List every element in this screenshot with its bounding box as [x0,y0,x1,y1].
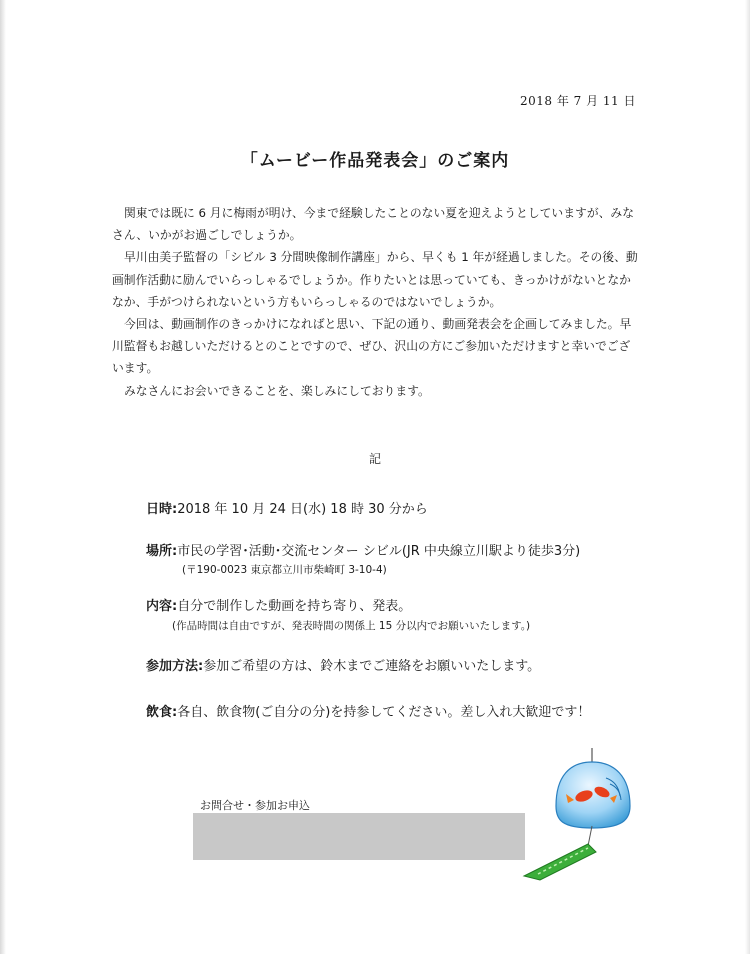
document-title: 「ムービー作品発表会」のご案内 [240,151,510,171]
page-edge-shadow-right [745,0,750,954]
detail-content-value: 自分で制作した動画を持ち寄り、発表。 [177,599,412,614]
detail-datetime-value: 2018 年 10 月 24 日(水) 18 時 30 分から [177,502,428,517]
detail-food-label: 飲食: [146,705,178,720]
detail-content [146,595,411,614]
detail-food [146,701,590,720]
contact-redacted-box [193,813,525,860]
detail-content-note: (作品時間は自由ですが、発表時間の関係上 15 分以内でお願いいたします。) [172,620,531,632]
ki-heading: 記 [368,452,381,466]
detail-datetime [146,498,428,517]
detail-food-value: 各自、飲食物(ご自分の分)を持参してください。差し入れ大歓迎です！ [177,705,591,720]
detail-place-value: 市民の学習･活動･交流センター シビル(JR 中央線立川駅より徒歩3分) [177,544,581,559]
detail-place-address: (〒190-0023 東京都立川市柴崎町 3-10-4) [182,564,387,576]
detail-place-label: 場所: [146,544,178,559]
detail-participation-label: 参加方法: [146,659,204,674]
detail-datetime-label: 日時: [146,502,178,517]
paragraph-greeting: 関東では既に 6 月に梅雨が明け、今まで経験したことのない夏を迎えようとしていますが、みなさん、いかがお過ごしでしょうか。 [112,206,635,243]
wind-chime-icon [518,748,638,888]
page-edge-shadow [0,0,6,954]
detail-participation-value: 参加ご希望の方は、鈴木までご連絡をお願いいたします。 [203,659,541,674]
document-date: 2018 年 7 月 11 日 [519,94,636,108]
paragraph-background: 早川由美子監督の「シビル 3 分間映像制作講座」から、早くも 1 年が経過しました。その後、動画制作活動に励んでいらっしゃるでしょうか。作りたいとは思っていても、きっかけがないとなかなか、手がつけられないという方もいらっしゃるのではないでしょうか。 [112,250,638,309]
body-text [112,202,642,402]
paragraph-plan: 今回は、動画制作のきっかけになればと思い、下記の通り、動画発表会を企画してみました。早川監督もお越しいただけるとのことですので、ぜひ、沢山の方にご参加いただけますと幸いでございます。 [112,317,632,376]
detail-place [146,540,580,559]
paragraph-closing: みなさんにお会いできることを、楽しみにしております。 [124,383,430,398]
contact-label: お問合せ・参加お申込 [200,799,310,812]
detail-content-label: 内容: [146,599,178,614]
detail-participation [146,655,540,674]
